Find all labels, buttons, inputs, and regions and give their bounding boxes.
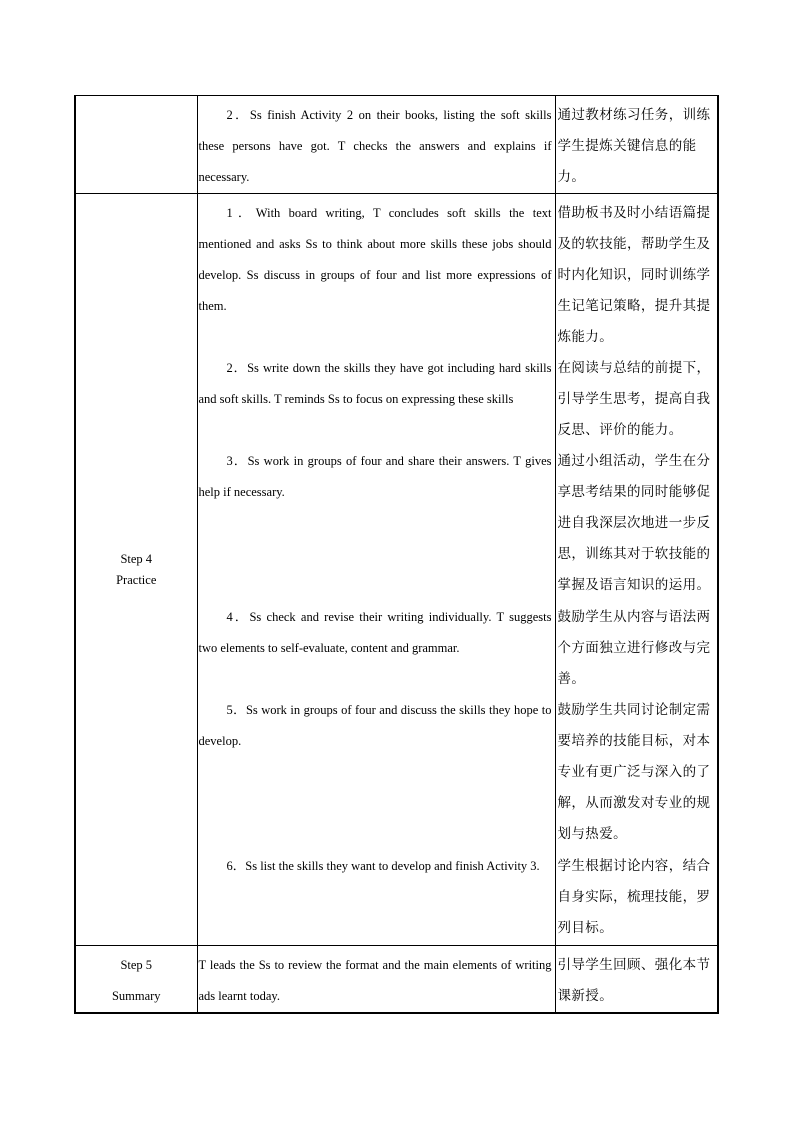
step-cell — [75, 946, 197, 1014]
activity-text: 3．Ss work in groups of four and share their answers. T gives help if necessary. — [198, 454, 552, 499]
activity-text: T leads the Ss to review the format and the main elements of writing ads learnt today. — [198, 958, 552, 1003]
purpose-text: 借助板书及时小结语篇提及的软技能，帮助学生及时内化知识，同时训练学生记笔记策略，提升其提炼能力。 — [557, 205, 711, 345]
purpose-text: 学生根据讨论内容，结合自身实际，梳理技能，罗列目标。 — [557, 858, 711, 936]
lesson-plan-table — [74, 95, 719, 1014]
step-cell — [75, 194, 197, 946]
activity-text: 5．Ss work in groups of four and discuss the skills they hope to develop. — [198, 703, 552, 748]
table-row — [75, 946, 718, 1014]
step-number: Step 5 — [120, 958, 153, 972]
step-title: Summary — [111, 989, 161, 1003]
purpose-text: 鼓励学生从内容与语法两个方面独立进行修改与完善。 — [557, 609, 711, 687]
activity-text: 2．Ss write down the skills they have got including hard skills and soft skills. T reminds Ss to focus on expressing these skills — [198, 361, 552, 406]
activity-cell — [197, 96, 555, 194]
purpose-text: 鼓励学生共同讨论制定需要培养的技能目标，对本专业有更广泛与深入的了解，从而激发对专业的规划与热爱。 — [557, 702, 711, 842]
activity-text: 1．With board writing, T concludes soft skills the text mentioned and asks Ss to think about more skills these jobs should develop. Ss discuss in groups of four and list more expressions of them. — [198, 206, 552, 313]
purpose-cell — [555, 946, 718, 1014]
activity-text: 4．Ss check and revise their writing individually. T suggests two elements to self-evaluate, content and grammar. — [198, 610, 552, 655]
purpose-cell — [555, 194, 718, 946]
purpose-text: 引导学生回顾、强化本节课新授。 — [557, 957, 711, 1004]
step-title: Practice — [116, 572, 157, 587]
activity-cell — [197, 194, 555, 946]
step-cell-empty — [75, 96, 197, 194]
table-row — [75, 96, 718, 194]
step-number: Step 4 — [120, 551, 153, 566]
table-row — [75, 194, 718, 946]
purpose-text: 通过教材练习任务，训练学生提炼关键信息的能力。 — [557, 107, 711, 185]
purpose-cell — [555, 96, 718, 194]
purpose-text: 通过小组活动，学生在分享思考结果的同时能够促进自我深层次地进一步反思，训练其对于软技能的掌握及语言知识的运用。 — [557, 453, 711, 593]
purpose-text: 在阅读与总结的前提下，引导学生思考，提高自我反思、评价的能力。 — [557, 360, 711, 438]
activity-cell — [197, 946, 555, 1014]
activity-text: 6．Ss list the skills they want to develop and finish Activity 3. — [226, 859, 540, 873]
activity-text: 2．Ss finish Activity 2 on their books, listing the soft skills these persons have got. T checks the answers and explains if necessary. — [198, 108, 552, 184]
